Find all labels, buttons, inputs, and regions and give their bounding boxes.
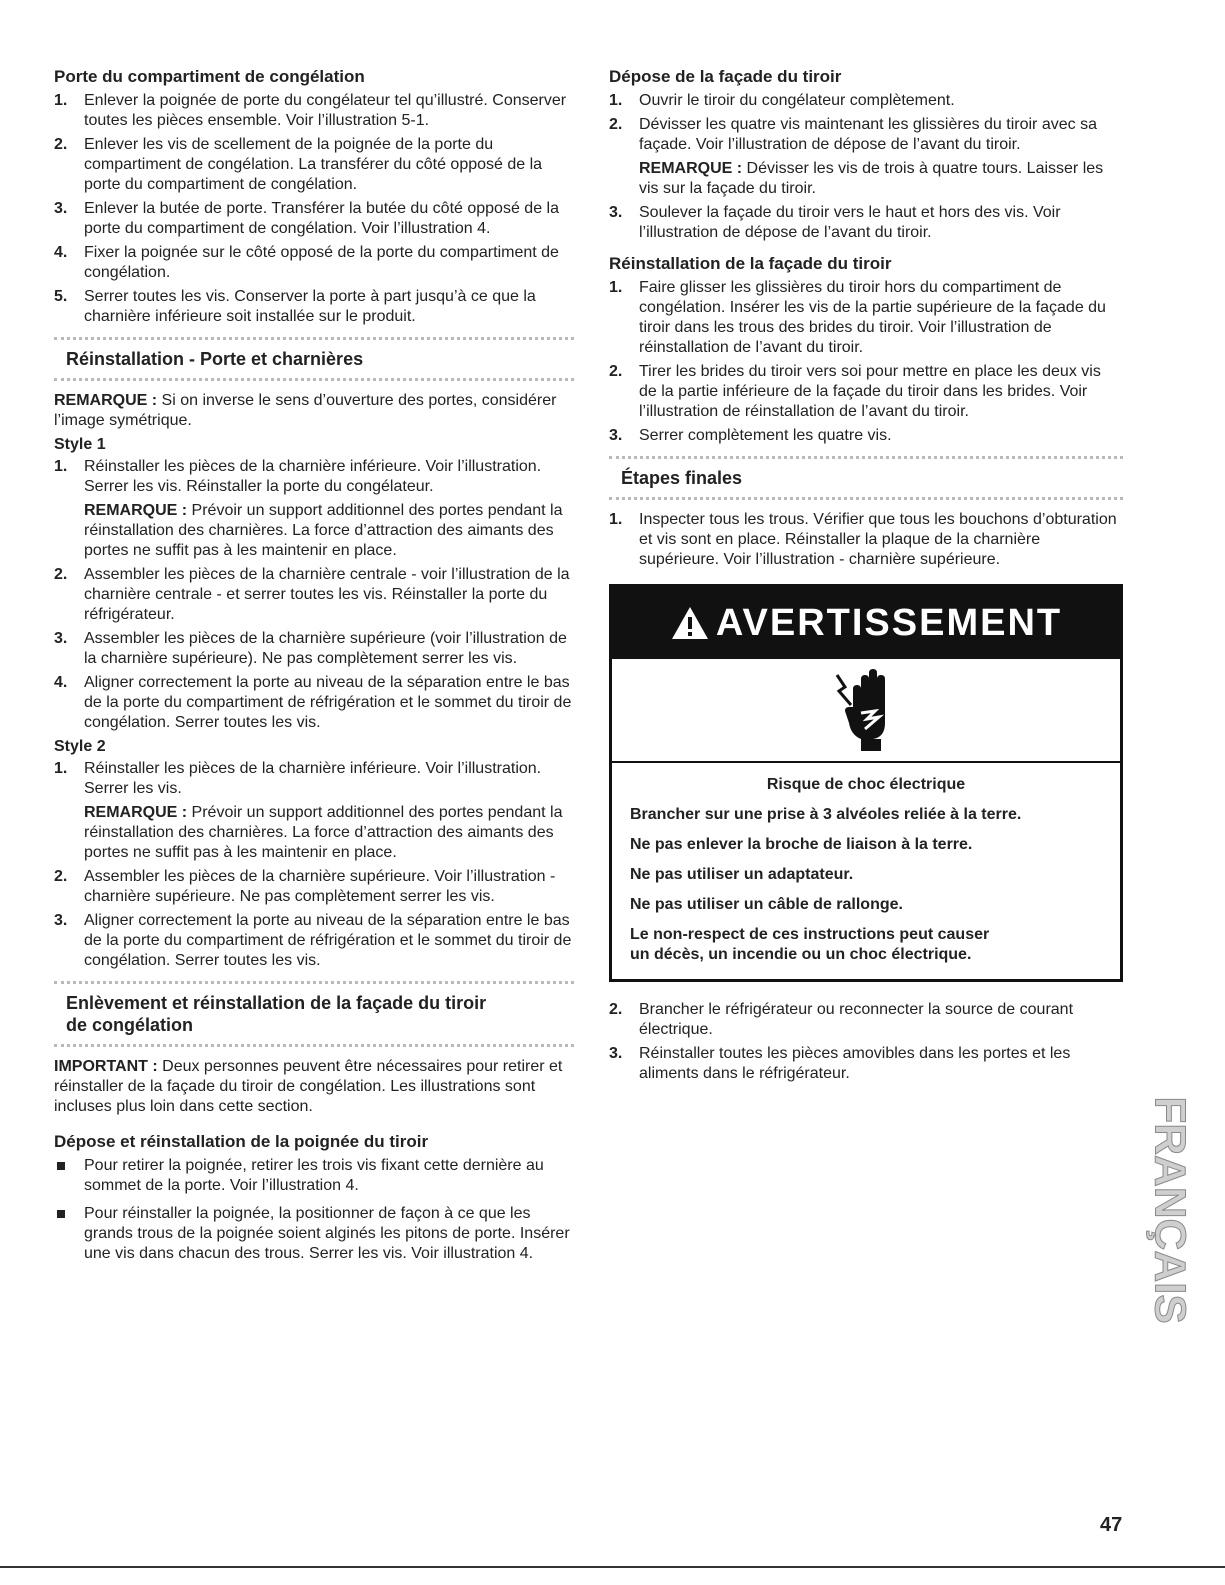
note-text: Prévoir un support additionnel des portes pendant la réinstallation des charnières. La force d’attraction des aimants des portes ne suffit pas à les maintenir en place.	[84, 502, 563, 559]
square-bullet-icon	[57, 1210, 65, 1218]
step-text: Aligner correctement la porte au niveau de la séparation entre le bas de la porte du compartiment de réfrigération et le sommet du tiroir de congélation. Serrer toutes les vis.	[84, 912, 572, 969]
warning-line: Ne pas utiliser un câble de rallonge.	[630, 896, 903, 913]
step-number: 1.	[54, 92, 68, 109]
list-item	[609, 510, 1123, 570]
note-label: REMARQUE :	[84, 502, 188, 519]
list-item	[54, 135, 574, 195]
list-item	[54, 759, 574, 863]
step-text: Réinstaller toutes les pièces amovibles dans les portes et les aliments dans le réfrigérateur.	[639, 1045, 1071, 1082]
drawer-removal-steps	[609, 91, 1123, 243]
style-1-title: Style 1	[54, 436, 106, 453]
list-item	[54, 287, 574, 327]
style-2-steps	[54, 759, 574, 971]
step-number: 1.	[609, 279, 623, 296]
section-title-drawer-handle: Dépose et réinstallation de la poignée du tiroir	[54, 1132, 429, 1151]
freezer-door-steps	[54, 91, 574, 327]
list-item	[609, 278, 1123, 358]
list-item	[54, 911, 574, 971]
list-item	[609, 203, 1123, 243]
step-number: 1.	[609, 92, 623, 109]
step-text: Enlever la butée de porte. Transférer la butée du côté opposé de la porte du compartiment de congélation. Voir l’illustration 4.	[84, 200, 559, 237]
step-number: 3.	[609, 427, 623, 444]
step-text: Aligner correctement la porte au niveau de la séparation entre le bas de la porte du compartiment de réfrigération et le sommet du tiroir de congélation. Serrer toutes les vis.	[84, 674, 572, 731]
note-text: Si on inverse le sens d’ouverture des portes, considérer l’image symétrique.	[54, 392, 557, 429]
note-label: REMARQUE :	[84, 804, 188, 821]
left-column	[54, 66, 574, 1272]
list-item	[609, 1044, 1123, 1084]
banner-line: de congélation	[66, 1015, 194, 1035]
important-label: IMPORTANT :	[54, 1058, 158, 1075]
list-item	[54, 1204, 574, 1264]
step-text: Serrer complètement les quatre vis.	[639, 427, 892, 444]
warning-box	[609, 584, 1123, 982]
step-number: 2.	[609, 363, 623, 380]
warning-triangle-icon	[670, 605, 710, 641]
note-label: REMARQUE :	[54, 392, 158, 409]
list-item	[609, 91, 1123, 111]
important-text: Deux personnes peuvent être nécessaires pour retirer et réinstaller de la façade du tiroir de congélation. Les illustrations sont incluses plus loin dans cette section.	[54, 1058, 563, 1115]
step-number: 2.	[54, 566, 68, 583]
step-number: 3.	[54, 200, 68, 217]
right-column	[609, 66, 1123, 1088]
step-text: Assembler les pièces de la charnière supérieure (voir l’illustration de la charnière supérieure). Ne pas complètement serrer les vis.	[84, 630, 567, 667]
step-number: 3.	[609, 1045, 623, 1062]
style-2-title: Style 2	[54, 738, 106, 755]
list-item	[54, 1156, 574, 1196]
step-number: 2.	[609, 116, 623, 133]
style-2-note	[84, 803, 574, 863]
list-item	[54, 673, 574, 733]
step-text: Serrer toutes les vis. Conserver la porte à part jusqu’à ce que la charnière inférieure soit installée sur le produit.	[84, 288, 536, 325]
step-text: Enlever les vis de scellement de la poignée de la porte du compartiment de congélation. La transférer du côté opposé de la porte du compartiment de congélation.	[84, 136, 543, 193]
list-item	[54, 199, 574, 239]
important-note	[54, 1057, 574, 1117]
step-number: 3.	[54, 912, 68, 929]
step-text: Brancher le réfrigérateur ou reconnecter la source de courant électrique.	[639, 1001, 1074, 1038]
square-bullet-icon	[57, 1162, 65, 1170]
list-item	[609, 1000, 1123, 1040]
language-side-tab-label: FRANÇAIS	[1145, 1096, 1195, 1324]
step-text: Inspecter tous les trous. Vérifier que tous les bouchons d’obturation et vis sont en place. Réinstaller la plaque de la charnière supérieure. Voir l’illustration - charnière supérieure.	[639, 511, 1117, 568]
warning-risk: Risque de choc électrique	[766, 776, 966, 793]
note-label: REMARQUE :	[639, 160, 743, 177]
step-text: Réinstaller les pièces de la charnière inférieure. Voir l’illustration. Serrer les vis.	[84, 760, 542, 797]
electric-shock-hand-icon	[831, 665, 901, 755]
step-number: 2.	[609, 1001, 623, 1018]
list-item	[54, 91, 574, 131]
reinstall-note	[54, 391, 574, 431]
list-item	[54, 457, 574, 561]
warning-consequence	[630, 925, 1102, 965]
bullet-text: Pour retirer la poignée, retirer les trois vis fixant cette dernière au sommet de la porte. Voir l’illustration 4.	[84, 1157, 544, 1194]
step-text: Réinstaller les pièces de la charnière inférieure. Voir l’illustration. Serrer les vis. Réinstaller la porte du congélateur.	[84, 458, 542, 495]
drawer-handle-bullets	[54, 1156, 574, 1264]
list-item	[609, 115, 1123, 199]
warning-text	[612, 763, 1120, 979]
final-steps	[609, 510, 1123, 570]
step-number: 1.	[54, 458, 68, 475]
drawer-reinstall-steps	[609, 278, 1123, 446]
language-side-tab	[1145, 1080, 1195, 1340]
step-number: 4.	[54, 674, 68, 691]
step-text: Ouvrir le tiroir du congélateur complètement.	[639, 92, 955, 109]
step-number: 2.	[54, 868, 68, 885]
warning-line: Ne pas enlever la broche de liaison à la terre.	[630, 836, 973, 853]
step-text: Fixer la poignée sur le côté opposé de la porte du compartiment de congélation.	[84, 244, 559, 281]
list-item	[609, 362, 1123, 422]
section-title-drawer-reinstall: Réinstallation de la façade du tiroir	[609, 254, 892, 273]
bullet-text: Pour réinstaller la poignée, la positionner de façon à ce que les grands trous de la poignée soient alginés les pitons de porte. Insérer une vis dans chacun des trous. Serrer les vis. Voir illustration 4.	[84, 1205, 570, 1262]
step-text: Soulever la façade du tiroir vers le haut et hors des vis. Voir l’illustration de dépose de l’avant du tiroir.	[639, 204, 1061, 241]
step-text: Assembler les pièces de la charnière centrale - voir l’illustration de la charnière centrale - et serrer toutes les vis. Réinstaller la porte du réfrigérateur.	[84, 566, 570, 623]
step-text: Tirer les brides du tiroir vers soi pour mettre en place les deux vis de la partie inférieure de la façade du tiroir dans les brides. Voir l’illustration de réinstallation de l’avant du tiroir.	[639, 363, 1101, 420]
warning-line: Brancher sur une prise à 3 alvéoles reliée à la terre.	[630, 806, 1022, 823]
list-item	[54, 243, 574, 283]
step-number: 3.	[609, 204, 623, 221]
banner-line: Enlèvement et réinstallation de la façade du tiroir	[66, 993, 487, 1013]
page-number: 47	[1100, 1514, 1123, 1536]
list-item	[54, 867, 574, 907]
step-number: 2.	[54, 136, 68, 153]
step-text: Faire glisser les glissières du tiroir hors du compartiment de congélation. Insérer les vis de la partie supérieure de la façade du tiroir dans les trous des brides du tiroir. Voir l’illustration de réinstallation de l’avant du tiroir.	[639, 279, 1106, 356]
warning-line: un décès, un incendie ou un choc électrique.	[630, 946, 972, 963]
section-banner-reinstall-doors: Réinstallation - Porte et charnières	[54, 337, 574, 381]
step-text: Enlever la poignée de porte du congélateur tel qu’illustré. Conserver toutes les pièces ensemble. Voir l’illustration 5-1.	[84, 92, 567, 129]
note-text: Prévoir un support additionnel des portes pendant la réinstallation des charnières. La force d’attraction des aimants des portes ne suffit pas à les maintenir en place.	[84, 804, 563, 861]
warning-line: Ne pas utiliser un adaptateur.	[630, 866, 854, 883]
warning-header	[612, 587, 1120, 659]
step-number: 1.	[609, 511, 623, 528]
style-1-note	[84, 501, 574, 561]
final-steps-continued	[609, 1000, 1123, 1084]
drawer-removal-note	[639, 159, 1123, 199]
step-number: 5.	[54, 288, 68, 305]
list-item	[54, 629, 574, 669]
warning-title: AVERTISSEMENT	[715, 602, 1063, 644]
style-1-steps	[54, 457, 574, 733]
step-text: Assembler les pièces de la charnière supérieure. Voir l’illustration - charnière supérieure. Ne pas complètement serrer les vis.	[84, 868, 556, 905]
step-number: 1.	[54, 760, 68, 777]
step-number: 4.	[54, 244, 68, 261]
step-number: 3.	[54, 630, 68, 647]
warning-icon-area	[612, 659, 1120, 763]
warning-line: Le non-respect de ces instructions peut causer	[630, 926, 990, 943]
bottom-rule	[0, 1566, 1225, 1568]
section-banner-final-steps: Étapes finales	[609, 456, 1123, 500]
section-banner-drawer	[54, 981, 574, 1047]
note-text: Dévisser les vis de trois à quatre tours. Laisser les vis sur la façade du tiroir.	[639, 160, 1104, 197]
section-title-drawer-removal: Dépose de la façade du tiroir	[609, 67, 842, 86]
list-item	[54, 565, 574, 625]
list-item	[609, 426, 1123, 446]
step-text: Dévisser les quatre vis maintenant les glissières du tiroir avec sa façade. Voir l’illustration de dépose de l’avant du tiroir.	[639, 116, 1097, 153]
section-title-freezer-door: Porte du compartiment de congélation	[54, 67, 365, 86]
